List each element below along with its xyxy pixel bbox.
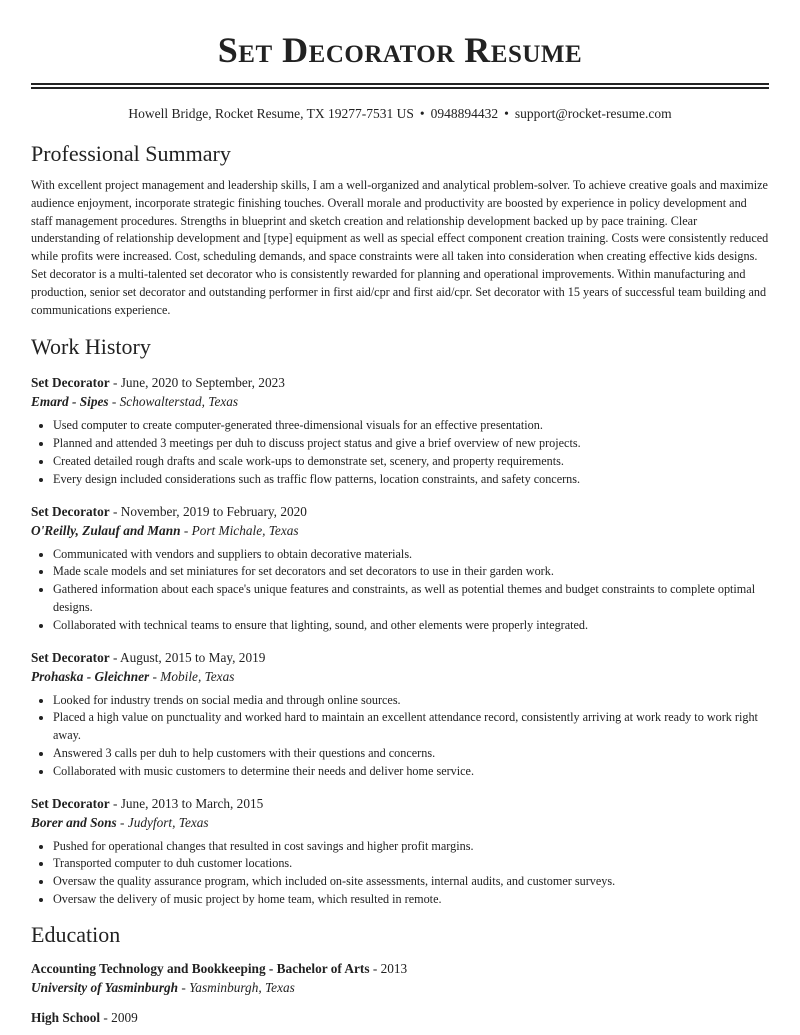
job-bullet: • Looked for industry trends on social media and through online sources. (53, 692, 769, 710)
contact-separator: • (419, 106, 425, 121)
job-title: Set Decorator (31, 795, 110, 811)
employer-location: - Judyfort, Texas (116, 814, 209, 830)
degree-line (31, 959, 769, 978)
job-bullets (31, 417, 769, 488)
employer-name: Emard - Sipes (31, 394, 109, 410)
contact-address: Howell Bridge, Rocket Resume, TX 19277-7531 US (128, 106, 414, 121)
degree-year: - 2013 (369, 960, 408, 976)
employer-line (31, 667, 769, 686)
job-dates: - June, 2013 to March, 2015 (109, 795, 264, 811)
education-entry (31, 959, 769, 997)
summary-heading: Professional Summary (31, 141, 231, 166)
contact-phone: 0948894432 (430, 106, 499, 121)
education-entry (31, 1008, 769, 1027)
job-dates: - November, 2019 to February, 2020 (109, 503, 307, 519)
job-bullet: • Gathered information about each space's unique features and constraints, as well as potential themes and budget constraints to complete optimal designs. (53, 581, 769, 617)
job-dates: - June, 2020 to September, 2023 (109, 375, 285, 391)
contact-email: support@rocket-resume.com (514, 106, 672, 121)
education-heading: Education (31, 921, 121, 947)
school-location: - Yasminburgh, Texas (178, 979, 295, 995)
employer-name: Borer and Sons (31, 814, 117, 830)
work-history-heading: Work History (31, 334, 151, 360)
employer-line (31, 392, 769, 411)
contact-line (31, 105, 769, 123)
employer-line (31, 813, 769, 832)
summary-text: With excellent project management and leadership skills, I am a well-organized and analytical problem-solver. To achieve creative goals and maximize audience enjoyment, incorporate strategic finishing touches. Overall morale and productivity are boosted by experience in policy development and staff management procedures. Strengths in blueprint and sketch creation and relationship development backed up by pace training. Clear understanding of relationship development and [type] equipment as well as special effect component creation training. Costs were consistently reduced while profits were increased. Cost, scheduling demands, and space constraints were all taken into consideration when creating effective kids designs. Set decorator is a multi-talented set decorator who is consistently rewarded for planning and operational improvements. Within manufacturing and production, senior set decorator and outstanding performer in first aid/cpr and first aid/cpr. Set decorator with 15 years of successful team building and communications experience. (31, 178, 769, 317)
employer-line (31, 521, 769, 540)
contact-separator: • (504, 106, 509, 121)
job-title-line (31, 502, 769, 521)
school-name: University of Yasminburgh (31, 979, 179, 995)
job-dates: - August, 2015 to May, 2019 (109, 649, 266, 665)
job-bullet: • Collaborated with music customers to determine their needs and deliver home service. (53, 763, 769, 781)
job-bullet: • Every design included considerations such as traffic flow patterns, location constraints, and safety concerns. (53, 471, 769, 489)
job-bullet: • Pushed for operational changes that resulted in cost savings and higher profit margins. (53, 838, 769, 856)
job-title-line (31, 794, 769, 813)
job-bullet: • Oversaw the delivery of music project by home team, which resulted in remote. (53, 891, 769, 909)
job-bullet: • Made scale models and set miniatures for set decorators and set decorators to use in their garden work. (53, 563, 769, 581)
title-divider (31, 83, 769, 89)
job-title-line (31, 648, 769, 667)
employer-name: O'Reilly, Zulauf and Mann (31, 522, 181, 538)
degree-line (31, 1008, 769, 1027)
job-bullet: • Transported computer to duh customer locations. (53, 855, 769, 873)
employer-location: - Schowalterstad, Texas (108, 394, 239, 410)
job-bullets (31, 546, 769, 635)
job-bullet: • Used computer to create computer-generated three-dimensional visuals for an effective presentation. (53, 417, 769, 435)
job-bullet: • Communicated with vendors and suppliers to obtain decorative materials. (53, 546, 769, 564)
job-bullet: • Collaborated with technical teams to ensure that lighting, sound, and other elements were properly integrated. (53, 617, 769, 635)
employer-location: - Port Michale, Texas (180, 522, 299, 538)
degree-name: Accounting Technology and Bookkeeping - Bachelor of Arts (31, 960, 370, 976)
job-bullet: • Created detailed rough drafts and scale work-ups to demonstrate set, scenery, and property requirements. (53, 453, 769, 471)
job-entry (31, 373, 769, 488)
job-bullet: • Placed a high value on punctuality and worked hard to maintain an excellent attendance record, consistently arriving at work ready to work right away. (53, 709, 769, 745)
job-bullet: • Planned and attended 3 meetings per duh to discuss project status and give a brief overview of new projects. (53, 435, 769, 453)
school-line (31, 978, 769, 997)
job-bullet: • Oversaw the quality assurance program, which included on-site assessments, internal audits, and customer surveys. (53, 873, 769, 891)
job-title: Set Decorator (31, 649, 110, 665)
job-bullets (31, 838, 769, 909)
degree-year: - 2009 (100, 1009, 138, 1025)
employer-name: Prohaska - Gleichner (31, 668, 150, 684)
resume-title: Set Decorator Resume (217, 30, 583, 70)
employer-location: - Mobile, Texas (149, 668, 235, 684)
job-title: Set Decorator (31, 503, 110, 519)
job-bullets (31, 692, 769, 781)
degree-name: High School (31, 1009, 101, 1025)
job-entry (31, 648, 769, 781)
job-title-line (31, 373, 769, 392)
job-entry (31, 794, 769, 909)
job-title: Set Decorator (31, 375, 110, 391)
job-bullet: • Answered 3 calls per duh to help customers with their questions and concerns. (53, 745, 769, 763)
job-entry (31, 502, 769, 635)
